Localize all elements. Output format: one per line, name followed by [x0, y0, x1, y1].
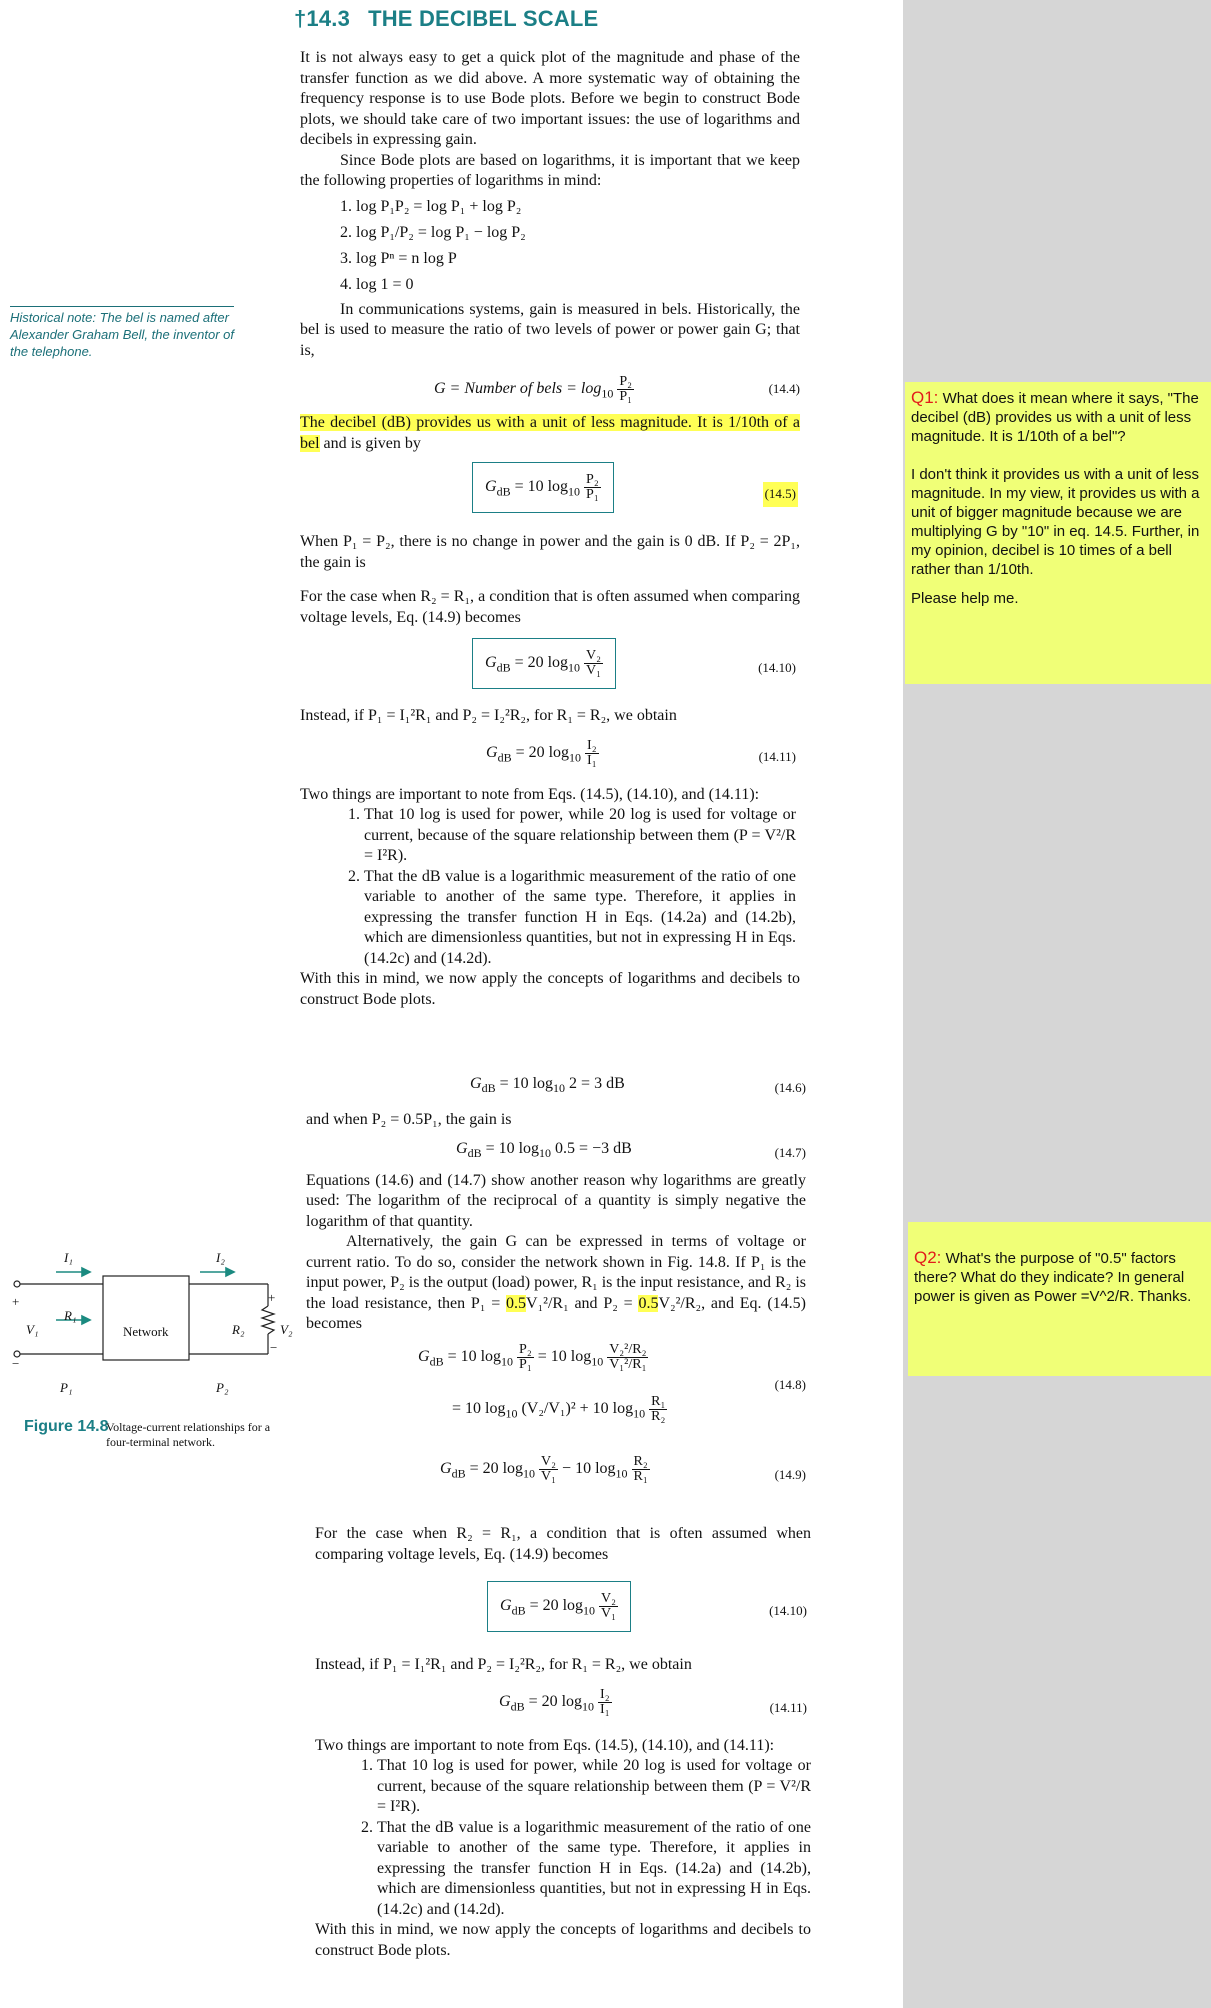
- eq-fraction: [617, 375, 634, 404]
- eq-sub10: 10: [501, 1353, 514, 1368]
- eq-number: (14.6): [774, 1080, 806, 1095]
- eq-fraction: [584, 649, 603, 678]
- q1-plea: Please help me.: [911, 590, 1019, 607]
- question-1-note: [905, 382, 1211, 684]
- eq-num: V₂: [601, 1591, 617, 1606]
- equation-14-8: [306, 1335, 806, 1445]
- eq-den: R₁: [633, 1468, 648, 1484]
- eq-lhs: G: [485, 654, 497, 672]
- label-r1: R₁: [64, 1308, 77, 1323]
- log-properties: [300, 194, 800, 298]
- section-title: THE DECIBEL SCALE: [368, 6, 599, 31]
- equation-14-10-a: [300, 628, 800, 706]
- eq-den: P₁: [619, 389, 633, 404]
- historical-note: Historical note: The bel is named after Alexander Graham Bell, the inventor of the telephone.: [10, 306, 234, 360]
- eq-mid: = 20 log: [524, 1692, 583, 1710]
- alt-text-c: V₂²/R₂, and Eq. (14.5) becomes: [306, 1294, 807, 1332]
- eq-tail: 2 = 3 dB: [565, 1075, 625, 1092]
- figure-label: Figure 14.8: [24, 1418, 109, 1435]
- eq-rest: = 10 log: [495, 1075, 554, 1092]
- eq-mid: = 20 log: [510, 654, 569, 672]
- minus-sign: −: [270, 1340, 278, 1355]
- label-i2: I₂: [216, 1250, 225, 1265]
- eq-rest: = 10 log: [443, 1347, 502, 1365]
- highlighted-factor: 0.5: [506, 1294, 527, 1312]
- eq-sub10: 10: [582, 1698, 595, 1713]
- eq-fraction: [598, 1688, 612, 1717]
- eq-mid: = 20 log: [525, 1597, 584, 1615]
- eq-num: P₂: [619, 374, 633, 389]
- section-heading: [294, 6, 598, 32]
- eq-fraction: [599, 1592, 618, 1621]
- log-prop: 1. log P₁P₂ = log P₁ + log P₂: [340, 197, 522, 215]
- eq-den: R₂: [651, 1408, 666, 1424]
- label-r2: R₂: [232, 1322, 245, 1337]
- eq-fraction: [585, 739, 599, 768]
- text-column-bottom: [315, 1524, 811, 1961]
- eq-paren: (V₂/V₁)²: [521, 1399, 576, 1417]
- eq-fraction: [539, 1455, 558, 1484]
- eq-fraction: [517, 1343, 534, 1372]
- eq-number: (14.5): [763, 482, 798, 507]
- eq-num: P₂: [586, 472, 599, 487]
- equations-paragraph: Equations (14.6) and (14.7) show another reason why logarithms are greatly used: The logarithm of the reciprocal of a quantity is simply negative the logarithm of that quantity.: [306, 1171, 806, 1230]
- intro-paragraph: It is not always easy to get a quick plot of the magnitude and phase of the transfer function as we did above. A more systematic way of obtaining the frequency response is to use Bode plots. Before we begin to construct Bode plots, we should take care of two important issues: the use of logarithms and decibels in expressing gain.: [300, 49, 800, 148]
- instead-paragraph: Instead, if P₁ = I₁²R₁ and P₂ = I₂²R₂, for R₁ = R₂, we obtain: [315, 1656, 692, 1673]
- intro2-paragraph: Since Bode plots are based on logarithms, it is important that we keep the following properties of logarithms in mind:: [300, 151, 800, 189]
- eq-den: V₁: [601, 1606, 617, 1621]
- label-i1: I₁: [64, 1250, 73, 1265]
- eq-sub: dB: [511, 1603, 526, 1618]
- eq-sub: dB: [496, 484, 511, 499]
- eq-sub: dB: [467, 1145, 482, 1160]
- eq-sub: dB: [497, 749, 512, 764]
- note-item: 2. That the dB value is a logarithmic measurement of the ratio of one variable to another of the same type. Therefore, it applies in expressing the transfer function H in Eqs. (14.2a) and (14.2b), which are dimensionless quantities, but not in expressing H in Eqs. (14.2c) and (14.2d).: [364, 867, 796, 970]
- equation-14-9: [306, 1445, 806, 1501]
- eq-num: I₂: [600, 1686, 610, 1702]
- log-prop: 4. log 1 = 0: [340, 275, 414, 293]
- eq-num: P₂: [519, 1341, 532, 1357]
- equation-14-6: [306, 1070, 806, 1110]
- network-box: [103, 1276, 189, 1360]
- eq-number: (14.9): [774, 1466, 806, 1482]
- eq-fraction: [632, 1455, 650, 1484]
- alternatively-paragraph: [306, 1232, 806, 1335]
- eq-num: V₂²/R₂: [609, 1341, 647, 1357]
- q1-text: What does it mean where it says, "The decibel (dB) provides us with a unit of less magnitude. It is 1/10th of a bel"?: [911, 390, 1199, 445]
- eq-num: V₂: [541, 1453, 557, 1469]
- eq-lhs: G: [418, 1347, 430, 1365]
- eq-number: (14.7): [774, 1144, 806, 1160]
- plus-sign: +: [12, 1294, 20, 1309]
- notes-list: [315, 1756, 811, 1920]
- decibel-paragraph: [300, 413, 800, 454]
- note-item: 1. That 10 log is used for power, while 20 log is used for voltage or current, because of the square relationship between them (P = V²/R = I²R).: [364, 805, 796, 867]
- figure-caption: Voltage-current relationships for a four-terminal network.: [106, 1420, 271, 1449]
- eq-sub: dB: [429, 1353, 444, 1368]
- eq-mid: = 20 log: [511, 743, 570, 761]
- eq-sub10: 10: [553, 1081, 566, 1096]
- eq-den: P₁: [519, 1356, 532, 1372]
- eq-equals: = 10 log: [533, 1347, 592, 1365]
- equation-14-11-b: [315, 1676, 811, 1736]
- highlighted-decibel-text: The decibel (dB) provides us with a unit of less magnitude. It is 1/10th of a bel: [300, 414, 800, 452]
- eq-number: (14.10): [758, 660, 796, 675]
- eq-mid: = 10 log: [510, 478, 569, 496]
- eq-num: R₂: [633, 1453, 648, 1469]
- eq-line2: = 10 log: [452, 1399, 506, 1417]
- eq-den: V₁²/R₁: [609, 1356, 647, 1372]
- eq-den: I₁: [600, 1701, 610, 1717]
- eq-sub10: 10: [523, 1465, 536, 1480]
- minus-sign: −: [12, 1356, 20, 1371]
- label-p2: P₂: [216, 1380, 229, 1395]
- q1-argument: I don't think it provides us with a unit of less magnitude. In my view, it provides us with a unit of bigger magnitude because we are multiplying G by "10" in eq. 14.5. Further, in my opinion, decibel is 10 times of a bell rather than 1/10th.: [911, 466, 1200, 578]
- with-mind-paragraph: With this in mind, we now apply the concepts of logarithms and decibels to construct Bode plots.: [300, 970, 800, 1008]
- when-paragraph: When P₁ = P₂, there is no change in power and the gain is 0 dB. If P₂ = 2P₁, the gain is: [300, 533, 800, 571]
- eq-plus: + 10 log: [575, 1399, 634, 1417]
- alt-text-a: Alternatively, the gain G can be expressed in terms of voltage or current ratio. To do so, consider the network shown in Fig. 14.8. If P₁ is the input power, P₂ is the output (load) power, R₁ is the input resistance, and R₂ is the load resistance, then P₁ =: [306, 1233, 806, 1312]
- eq-number: (14.8): [774, 1376, 806, 1392]
- log-prop: 3. log Pⁿ = n log P: [340, 249, 457, 267]
- equation-14-10-b: [315, 1565, 811, 1655]
- equation-14-11-a: [300, 727, 800, 785]
- eq-lhs: G: [470, 1075, 482, 1092]
- and-when-paragraph: and when P₂ = 0.5P₁, the gain is: [306, 1111, 512, 1128]
- eq-sub: dB: [481, 1081, 496, 1096]
- eq-sub10: 10: [568, 484, 581, 499]
- q2-text: What's the purpose of "0.5" factors there? What do they indicate? In general power is given as Power =V^2/R. Thanks.: [914, 1250, 1192, 1305]
- communications-paragraph: In communications systems, gain is measured in bels. Historically, the bel is used to measure the ratio of two levels of power or power gain G; that is,: [300, 300, 800, 359]
- eq-number: (14.11): [769, 1699, 807, 1715]
- eq-number: (14.4): [768, 381, 800, 396]
- eq-num: R₁: [651, 1393, 666, 1409]
- eq-lhs: G: [440, 1459, 452, 1477]
- eq-num: V₂: [586, 648, 602, 663]
- label-network: Network: [123, 1324, 169, 1339]
- eq-rest: = 10 log: [481, 1139, 540, 1157]
- equation-14-5: [300, 454, 800, 532]
- eq-fraction: [607, 1343, 648, 1372]
- eq-number: (14.10): [769, 1603, 807, 1618]
- eq-lhs: G: [485, 478, 497, 496]
- text-column-top: [300, 48, 800, 1010]
- eq-number: (14.11): [758, 748, 796, 764]
- equation-14-4: [300, 361, 800, 413]
- section-number: †14.3: [294, 6, 351, 31]
- plus-sign: +: [268, 1290, 276, 1305]
- equation-14-7: [306, 1131, 806, 1171]
- eq-sub10: 10: [591, 1353, 604, 1368]
- eq-sub: 10: [601, 386, 614, 401]
- note-item: 2. That the dB value is a logarithmic measurement of the ratio of one variable to another of the same type. Therefore, it applies in expressing the transfer function H in Eqs. (14.2a) and (14.2b), which are dimensionless quantities, but not in expressing H in Eqs. (14.2c) and (14.2d).: [377, 1818, 811, 1921]
- eq-sub10: 10: [583, 1603, 596, 1618]
- eq-den: I₁: [587, 752, 597, 768]
- q2-label: Q2:: [914, 1248, 942, 1267]
- eq-num: I₂: [587, 737, 597, 753]
- eq-tail: 0.5 = −3 dB: [551, 1139, 632, 1157]
- two-things-paragraph: Two things are important to note from Eqs. (14.5), (14.10), and (14.11):: [315, 1736, 775, 1754]
- eq-sub: dB: [510, 1698, 525, 1713]
- question-2-note: [908, 1222, 1211, 1376]
- eq-sub10: 10: [615, 1465, 628, 1480]
- eq-den: P₁: [586, 487, 599, 502]
- eq-sub: dB: [451, 1465, 466, 1480]
- label-v1: V₁: [26, 1322, 39, 1337]
- eq-den: V₁: [586, 663, 602, 678]
- eq-minus: − 10 log: [558, 1459, 616, 1477]
- eq-sub10: 10: [539, 1145, 552, 1160]
- eq-fraction: [584, 473, 601, 502]
- log-prop: 2. log P₁/P₂ = log P₁ − log P₂: [340, 223, 526, 241]
- highlighted-factor: 0.5: [638, 1294, 659, 1312]
- eq-lhs: G: [456, 1139, 468, 1157]
- case-paragraph: For the case when R₂ = R₁, a condition that is often assumed when comparing voltage levels, Eq. (14.9) becomes: [315, 1525, 811, 1563]
- notes-list: [300, 805, 796, 969]
- text-column-middle: [306, 1070, 806, 1501]
- eq-rest: = 20 log: [465, 1459, 524, 1477]
- eq-lhs: G: [486, 743, 498, 761]
- eq-sub10: 10: [505, 1405, 518, 1420]
- label-p1: P₁: [60, 1380, 73, 1395]
- eq-sub: dB: [496, 660, 511, 675]
- label-v2: V₂: [280, 1322, 293, 1337]
- case-paragraph: For the case when R₂ = R₁, a condition that is often assumed when comparing voltage levels, Eq. (14.9) becomes: [300, 588, 800, 626]
- with-mind-paragraph: With this in mind, we now apply the concepts of logarithms and decibels to construct Bode plots.: [315, 1921, 811, 1959]
- note-item: 1. That 10 log is used for power, while 20 log is used for voltage or current, because of the square relationship between them (P = V²/R = I²R).: [377, 1756, 811, 1818]
- eq-fraction: [649, 1395, 667, 1424]
- annotation-panel: [903, 0, 1211, 2008]
- eq-sub10: 10: [568, 660, 581, 675]
- alt-text-b: V₁²/R₁ and P₂ =: [526, 1294, 639, 1312]
- q1-label: Q1:: [911, 388, 939, 407]
- eq-sub10: 10: [569, 749, 582, 764]
- eq-den: V₁: [541, 1468, 557, 1484]
- two-things-paragraph: Two things are important to note from Eqs. (14.5), (14.10), and (14.11):: [300, 785, 760, 803]
- eq-lhs: G: [500, 1597, 512, 1615]
- decibel-rest: and is given by: [319, 434, 421, 452]
- eq-lhs: G = Number of bels = log: [434, 380, 602, 398]
- eq-sub10: 10: [633, 1405, 646, 1420]
- eq-lhs: G: [499, 1692, 511, 1710]
- instead-paragraph: Instead, if P₁ = I₁²R₁ and P₂ = I₂²R₂, for R₁ = R₂, we obtain: [300, 707, 677, 724]
